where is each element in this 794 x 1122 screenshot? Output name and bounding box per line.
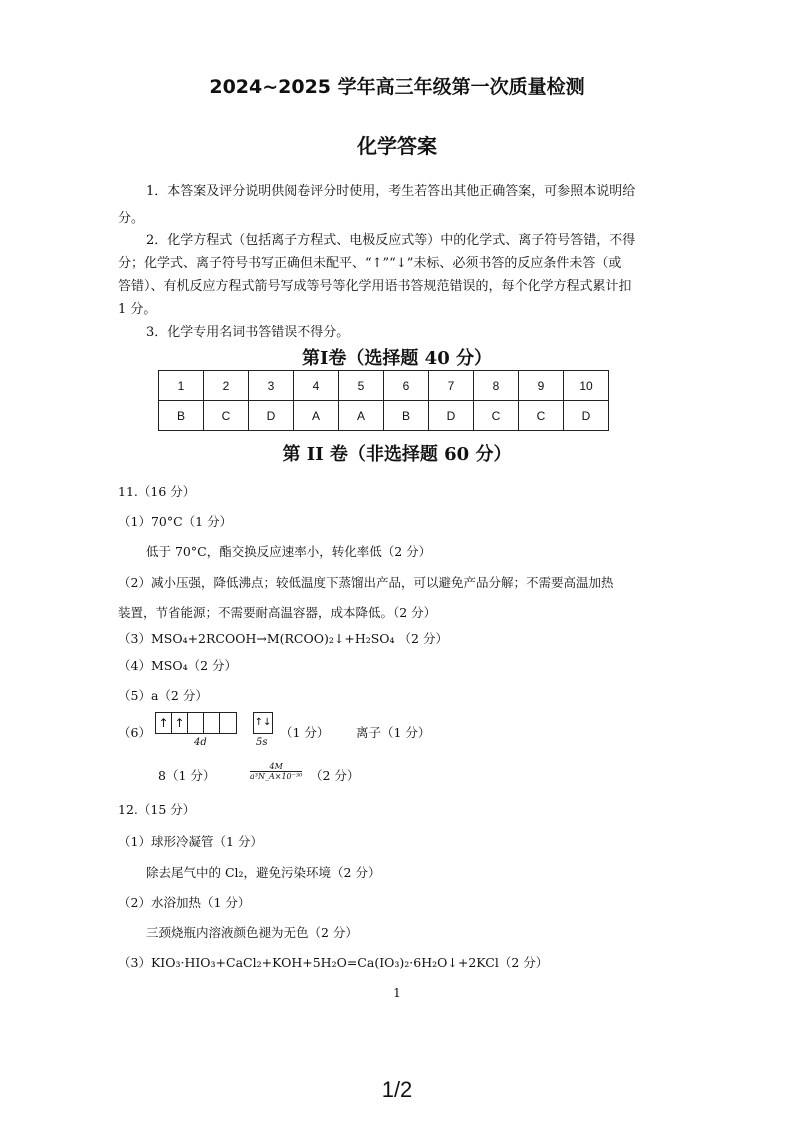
answer-line-prefix: （6） xyxy=(118,725,151,740)
question-number: 5 xyxy=(339,371,384,401)
answer-line: （2）减小压强，降低沸点；较低温度下蒸馏出产品，可以避免产品分解；不需要高温加热 xyxy=(118,575,614,590)
answer-cell: C xyxy=(519,401,564,431)
density-fraction xyxy=(250,762,302,781)
answer-line: （2）水浴加热（1 分） xyxy=(118,895,251,910)
answer-line: 低于 70°C，酯交换反应速率小，转化率低（2 分） xyxy=(146,544,432,559)
question-number: 9 xyxy=(519,371,564,401)
answer-table xyxy=(158,370,609,431)
answer-cell: B xyxy=(159,401,204,431)
question-number: 2 xyxy=(204,371,249,401)
answer-line: 8（1 分） xyxy=(158,768,216,783)
answer-cell: D xyxy=(564,401,609,431)
page-indicator: 1/2 xyxy=(381,1077,413,1102)
answer-line: （3）MSO₄+2RCOOH→M(RCOO)₂↓+H₂SO₄ （2 分） xyxy=(118,631,448,646)
answer-cell: B xyxy=(384,401,429,431)
note-line: 1 分。 xyxy=(118,302,157,317)
orbital-box: ↑↓ xyxy=(254,717,272,728)
question-number: 8 xyxy=(474,371,519,401)
answer-line: （1）70°C（1 分） xyxy=(118,514,233,529)
section2-heading: 第 II 卷（非选择题 60 分） xyxy=(282,444,512,465)
answer-line: 装置，节省能源；不需要耐高温容器，成本降低。（2 分） xyxy=(118,605,437,620)
answer-cell: D xyxy=(429,401,474,431)
question-number: 7 xyxy=(429,371,474,401)
orbital-box xyxy=(220,713,236,733)
answer-key-row xyxy=(159,401,609,431)
orbital-label-5s: 5s xyxy=(256,737,268,748)
note-line: 2．化学方程式（包括离子方程式、电极反应式等）中的化学式、离子符号答错，不得 xyxy=(146,233,636,248)
answer-line: 离子（1 分） xyxy=(356,725,431,740)
answer-line: 除去尾气中的 Cl₂，避免污染环境（2 分） xyxy=(146,865,381,880)
answer-cell: A xyxy=(294,401,339,431)
note-line: 3．化学专用名词书答错误不得分。 xyxy=(146,325,350,340)
question-number: 1 xyxy=(159,371,204,401)
question-number: 10 xyxy=(564,371,609,401)
document-subtitle: 化学答案 xyxy=(357,134,437,158)
answer-line: （3）KIO₃·HIO₃+CaCl₂+KOH+5H₂O=Ca(IO₃)₂·6H₂O↓+2KCl（2 分） xyxy=(118,955,549,970)
question-number: 3 xyxy=(249,371,294,401)
orbital-diagram-4d xyxy=(155,712,237,734)
q11-heading: 11.（16 分） xyxy=(118,484,196,499)
answer-line: （4）MSO₄（2 分） xyxy=(118,658,238,673)
orbital-box xyxy=(188,713,204,733)
answer-number-row xyxy=(159,371,609,401)
answer-cell: D xyxy=(249,401,294,431)
orbital-box: ↑ xyxy=(156,713,172,733)
fraction-denominator: a³N_A×10⁻³⁰ xyxy=(250,772,303,781)
document-title: 2024~2025 学年高三年级第一次质量检测 xyxy=(209,76,585,98)
answer-line: （1）球形冷凝管（1 分） xyxy=(118,834,263,849)
note-line: 分。 xyxy=(118,211,145,226)
note-line: 答错）、有机反应方程式箭号写成等号等化学用语书答规范错误的，每个化学方程式累计扣 xyxy=(118,279,632,294)
answer-line: 三颈烧瓶内溶液颜色褪为无色（2 分） xyxy=(146,925,358,940)
orbital-diagram-5s xyxy=(253,712,273,734)
page-number: 1 xyxy=(393,986,401,1000)
orbital-label-4d: 4d xyxy=(194,737,207,748)
answer-line: （5）a（2 分） xyxy=(118,688,208,703)
answer-cell: C xyxy=(204,401,249,431)
answer-cell: A xyxy=(339,401,384,431)
answer-score: （2 分） xyxy=(310,768,360,783)
note-line: 分；化学式、离子符号书写正确但未配平、“↑”“↓”未标、必须书答的反应条件未答（或 xyxy=(118,256,622,271)
question-number: 4 xyxy=(294,371,339,401)
answer-score: （1 分） xyxy=(280,725,330,740)
note-line: 1．本答案及评分说明供阅卷评分时使用，考生若答出其他正确答案，可参照本说明给 xyxy=(146,184,636,199)
answer-cell: C xyxy=(474,401,519,431)
question-number: 6 xyxy=(384,371,429,401)
q12-heading: 12.（15 分） xyxy=(118,802,196,817)
orbital-box: ↑ xyxy=(172,713,188,733)
section1-heading: 第Ⅰ卷（选择题 40 分） xyxy=(301,348,492,369)
fraction-numerator: 4M xyxy=(250,762,302,772)
orbital-box xyxy=(204,713,220,733)
